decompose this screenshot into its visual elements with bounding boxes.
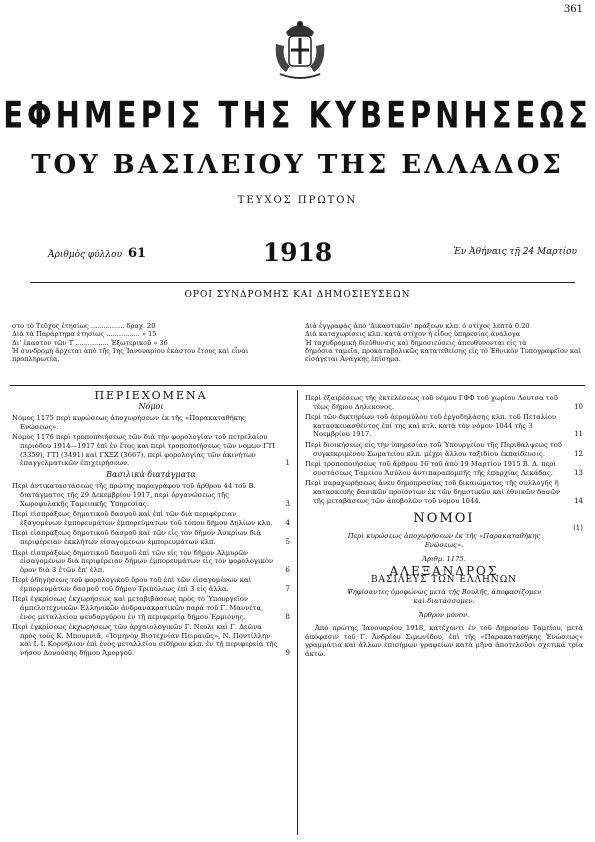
- contents-entry-text: Περὶ παραχωρήσεως ἄνευ δημοπρασίας τοῦ δικαιώματος τῆς συλλογῆς ἢ κατασκευῆς δασικῶν προϊόντων ἐκ τῶν δημοτικῶν καὶ ἐθνικῶν δασῶν τῆς μεταβάσεως τῶν ἀποβολῶν τοῦ νόμου 1044.: [305, 479, 560, 505]
- column-divider: [297, 390, 298, 835]
- contents-entry-text: Περὶ εἰσπράξεως δημοτικοῦ δασμοῦ καὶ τῶν εἰς τὸν δῆμον Ἀσκρίων διὰ περιφέρειαν ἐκκλήτων εἰσαγομένων ἐμπορευμάτων κλπ.: [12, 529, 261, 546]
- contents-entry: [12, 549, 290, 575]
- contents-entry: [305, 413, 583, 439]
- decrees-subheading: Βασιλικὰ διατάγματα: [106, 469, 196, 479]
- contents-entry: [305, 479, 583, 505]
- contents-entry-text: Περὶ ἀντικαταστάσεως τῆς πρώτης παραγράφου τοῦ ἄρθρου 44 τοῦ Β. διατάγματος τῆς 29 Δεκεμβρίου 1917, περὶ ὀργανώσεως τῆς Χωροφυλακῆς Ταμειακῆς Ὑπηρεσίας.: [12, 482, 256, 508]
- article-text: Ἀπὸ πρώτης Ἰανουαρίου 1918, κατέχοντι ἐν τοῦ Δημοσίου Ταμείου, μετὰ ἀπόφασιν τοῦ Γ. Ἀνδρέου Σιμωνίδου, ἐπὶ τῆς «Παρακαταθήκης Ἑνώσεως» γραμμάτια καὶ ἄλλων ἐπισήμων γραφείων κατὰ μῆνα ἀποτελοῦσι σχετικά τρία ἀκτὼ.: [305, 624, 583, 658]
- law-number: Ἀριθμ. 1175.: [422, 554, 466, 563]
- header-rule: [30, 282, 575, 283]
- contents-entry-page: 8: [285, 612, 290, 621]
- contents-entry-text: Περὶ τροποποιήσεως τοῦ ἄρθρου 16 τοῦ ἀπὸ 19 Μαρτίου 1915 Β. Δ. περὶ συστάσεως Ταμείου Ἀσύλου ἀντιπαραπομπῆς τῆς ἐπαρχίας Λεκάδας.: [305, 460, 556, 477]
- contents-entry-text: Περὶ ἐξαιρέσεως τῆς ἐκτελέσεως τοῦ νόμου ΓΦΦ τοῦ χωρίου Λουτσα τοῦ τέως δήμου Δηλεκονος.: [305, 394, 558, 411]
- subscription-rule: [10, 385, 585, 386]
- issue-date: Ἐν Ἀθήναις τῇ 24 Μαρτίου: [453, 247, 577, 257]
- contents-entry-page: 11: [574, 430, 583, 439]
- subscription-line: Διὰ καταχωρίσεις κλπ. κατὰ στίχον ἡ εἶδος ὑπηρεσίας ἀνάλογα: [305, 330, 521, 339]
- contents-entry-page: 6: [285, 565, 290, 574]
- enactment-clause: [305, 588, 583, 605]
- subscription-left: [12, 322, 297, 363]
- contents-entry: [12, 433, 290, 467]
- royal-coat-of-arms-icon: [272, 14, 328, 80]
- contents-entry-text: Περὶ τῶν δικτηρίων τοῦ ἀερομύλου τοῦ ἐργοδηλάσης κλπ. τοῦ Πεταλίου κατασκευασθέντος ἐπί της καὶ κτλ. κατὰ τὸν νόμον 1044 τῆς 3 Νοεμβρίου 1917.: [305, 413, 556, 439]
- contents-entry-text: Περὶ εἰσπράξεως δημοτικοῦ δασμοῦ καὶ ἐπὶ τῶν διὰ περιφέρειαν ἐξαγομένων ἐμπορευμάτων ἐμπορεύματων τοῦ τόπου δήμου Δηλίων κλπ.: [12, 510, 273, 527]
- article-heading: Ἄρθρον μόνον.: [418, 611, 470, 620]
- gazette-title: ΕΦΗΜΕΡΙΣ ΤΗΣ ΚΥΒΕΡΝΗΣΕΩΣ: [3, 93, 592, 137]
- subscription-heading: ΟΡΟΙ ΣΥΝΔΡΟΜΗΣ ΚΑΙ ΔΗΜΟΣΙΕΥΣΕΩΝ: [184, 290, 411, 300]
- contents-entry-page: 14: [574, 496, 583, 505]
- subscription-line: Δι' ἑκαστον τῶν Τ ................ Ἐξωτερικοῦ » 36: [12, 338, 168, 347]
- king-name: ΑΛΕΞΑΝΔΡΟΣ: [389, 564, 499, 579]
- contents-entry-page: 1: [285, 459, 290, 468]
- subscription-line: Ἡ ταχυδρομικὴ διεύθυνσις καὶ δημοσιεύσεις ἀπευθύνονται εἰς τὰ: [305, 338, 527, 347]
- contents-entry-page: 4: [285, 518, 290, 527]
- kingdom-title: ΤΟΥ ΒΑΣΙΛΕΙΟΥ ΤΗΣ ΕΛΛΑΔΟΣ: [31, 150, 564, 180]
- issue-type: ΤΕΥΧΟΣ ΠΡΩΤΟΝ: [237, 195, 358, 206]
- year: 1918: [262, 238, 333, 267]
- right-column: [305, 394, 583, 658]
- contents-entry: [12, 529, 290, 546]
- contents-entry-page: 3: [285, 499, 290, 508]
- contents-entry-page: 5: [285, 537, 290, 546]
- contents-entry: [12, 414, 290, 431]
- subscription-right: [305, 322, 585, 363]
- subscription-line: Διὰ τὰ Παράρτημα ἐτησίως ................ » 15: [12, 330, 157, 339]
- laws-heading: ΝΟΜΟΙ: [413, 511, 475, 527]
- contents-entry-text: Νόμος 1176 περὶ τροποποιήσεως τῶν διὰ τὴν φορολογίαν τοῦ πετρελαίου περιόδου 1914—1917 ἐπὶ ἐν ἔτος καὶ περὶ τροποποιήσεως τῶν νόμων ΓΤΙ (3359), ΓΤΙ (3491) καὶ ΓΧΞΖ (3667), περὶ φορολογίας τῶν ἀκινήτων ἐπαγγελματικῶν ἐπιχειρήσεων.: [12, 433, 275, 468]
- section-number: (1): [573, 523, 583, 532]
- law-subject: [305, 532, 583, 549]
- contents-column: [12, 389, 290, 660]
- contents-entry: [305, 441, 583, 458]
- enactment-line: καὶ διατάσσομεν.: [413, 596, 475, 605]
- contents-entry: [12, 595, 290, 621]
- contents-entry-page: 7: [285, 584, 290, 593]
- subscription-line: Ἡ συνδρομὴ ἄρχεται ἀπὸ τῆς 1ης Ἰανουαρίου ἑκάστου ἔτους καὶ εἶναι προπληρωτέα.: [12, 346, 249, 364]
- contents-entry: [305, 460, 583, 477]
- page-number: 361: [563, 4, 583, 15]
- law-subject-line: Περὶ κυρώσεως ἀποχωρήσεων ἐκ τῆς «Παρακαταθήκης: [347, 532, 541, 541]
- contents-entry-page: 13: [574, 468, 583, 477]
- enactment-line: Ψηφίσαντες ὁμοφώνως μετὰ τῆς Βουλῆς, ἀποφασίζομεν: [346, 588, 542, 597]
- contents-entry-text: Περὶ ὁδηγήσεως τοῦ φορολογικοῦ ὅρου τοῦ ἐπὶ τῶν εἰσαγομένων καὶ ἐμπορευμάτων δασμοῦ τοῦ δήμου Τριπόλεως ἐπὶ 3 εἰς ἄλλα.: [12, 576, 252, 593]
- contents-entry: [12, 576, 290, 593]
- law-subject-line: Ενώσεως».: [424, 540, 464, 549]
- contents-entry-text: Περὶ εἰσπράξεως δημοτικοῦ δασμοῦ ἐπὶ τῶν εἰς τὸν δῆμον Ἀλμυρῶν εἰσαγομένων διὰ περιφέρειαν δήμων ἐμπορευμάτων εἰς τὸν φορολογικὸν ὅρον διὰ 3 ἐτῶν ἐπ' ἐλπ.: [12, 548, 274, 574]
- contents-entry-page: 12: [574, 449, 583, 458]
- contents-entry-text: Περὶ διοικήσεως εἰς τὴν ὑπηρεσίαν τοῦ Ὑπουργείου τῆς Περιθάλψεως τοῦ συγκεκριμένου Σωματείου κλπ. μέχρι ἄλλου ταξιδίου ἐκπαίδευσις.: [305, 440, 562, 458]
- contents-entry-text: Περὶ ἐγκρίσεως ἐκχωρήσεως καὶ μεταβιβάσεως πρὸς τὸ Ὑπουργεῖον ἀμπελοτεχνικῶν Ἑλληνικῶν ἀνδρανακρατικῶν παρὰ τοῦ Γ. Μαννέτα, ἑνὸς μεταλλείου ψευδαργύρου ἐν τῇ περιφερείᾳ δήμου Ἐρμιόνης.: [12, 595, 264, 621]
- contents-heading: ΠΕΡΙΕΧΟΜΕΝΑ: [94, 389, 208, 402]
- subscription-line: Διὰ ἐγγραφὰς ἀπὸ 'Δικαστικῶν' πράξεων κλπ. ὁ στίχος λεπτὰ 0.20: [305, 322, 530, 330]
- contents-entry: [12, 510, 290, 527]
- contents-entry: [305, 394, 583, 411]
- king-title: ΒΑΣΙΛΕΥΣ ΤΩΝ ΕΛΛΗΝΩΝ: [370, 574, 518, 585]
- subscription-line: δημόσια ταμεῖα, προκαταβολικῶς κατατεθείσης εἰς τὸ Ἐθνικὸν Τυπογραφεῖον καὶ εἰσάγεται Ἀνάγκης ἐπίσημα.: [305, 346, 582, 364]
- subscription-line: στο τὸ Τεῦχος ἐτησίως ................ δραχ. 20: [12, 322, 156, 330]
- contents-entry-page: 9: [285, 649, 290, 658]
- laws-subheading: Νόμοι: [138, 401, 164, 411]
- contents-entry: [12, 623, 290, 657]
- contents-entry: [12, 482, 290, 508]
- sheet-number: 61: [127, 246, 147, 261]
- contents-entry-text: Περὶ ἐγκρίσεως ἐκχωρήσεως τῶν ἀρχαιολογικῶν Γ. Νεολι καὶ Γ. Δεῶνα πρὸς τοὺς Κ. Μπουρνιᾶ, «Ἰσμηνὸν Βιοτεχνίαν Πειραιῶς», Ν. Ποντίλλην καὶ Ι. Ι. Κορνήλιον ἐπὶ ἑνὸς μεταλλείου σιδήρου κλπ. ἐν τῇ περιφερείᾳ τῆς νήσου Δονούσης δήμου Ἀμοργοῦ.: [12, 623, 278, 658]
- sheet-label: Ἀριθμὸς φύλλου: [48, 250, 122, 260]
- contents-entry-page: 10: [574, 402, 583, 411]
- contents-entry-text: Νόμος 1175 περὶ κυρώσεως ἀποχωρήσεων ἐκ τῆς «Παρακαταθήκης Ενώσεως».: [12, 414, 246, 431]
